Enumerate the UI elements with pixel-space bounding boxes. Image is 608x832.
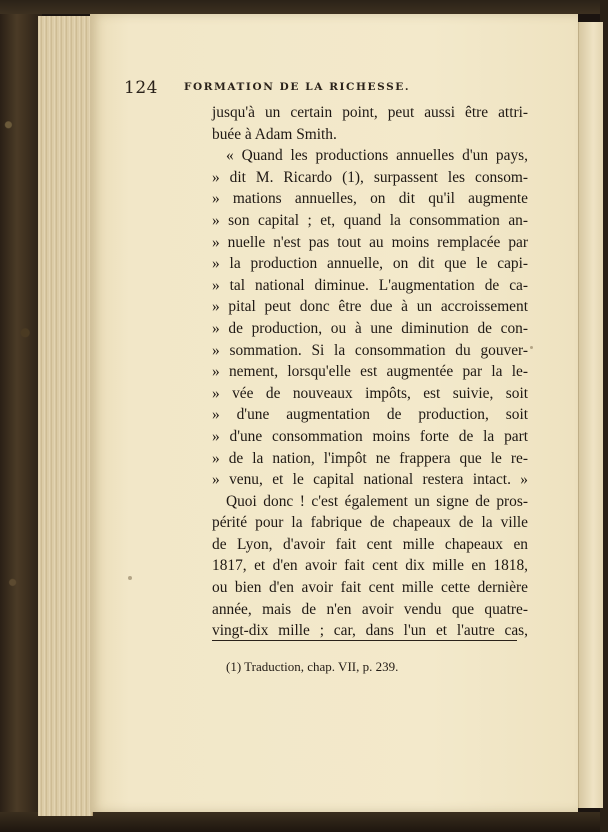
text-line: ou bien d'en avoir fait cent mille cette dernière [212, 579, 528, 597]
text-line: » vée de nouveaux impôts, est suivie, soit [212, 384, 528, 402]
text-line: » nuelle n'est pas tout au moins remplacée par [212, 233, 528, 251]
text-line: » sommation. Si la consommation du gouver- [212, 341, 528, 359]
paper-spot [530, 346, 533, 349]
text-line: » dit M. Ricardo (1), surpassent les consom- [212, 168, 528, 186]
facing-page-edge [578, 22, 603, 808]
text-line: périté pour la fabrique de chapeaux de la ville [212, 514, 528, 532]
page-stack-edges [38, 16, 93, 816]
text-line: » d'une consommation moins forte de la part [212, 427, 528, 445]
text-line: buée à Adam Smith. [212, 125, 337, 143]
footnote: (1) Traduction, chap. VII, p. 239. [226, 659, 399, 674]
text-line: vingt-dix mille ; car, dans l'un et l'autre cas, [212, 622, 528, 640]
text-line: » mations annuelles, on dit qu'il augmente [212, 190, 528, 208]
text-line: année, mais de n'en avoir vendu que quatre- [212, 600, 528, 618]
text-line: » son capital ; et, quand la consommation an- [212, 211, 528, 229]
text-line: » pital peut donc être due à un accroissement [212, 298, 528, 316]
text-line: » tal national diminue. L'augmentation de ca- [212, 276, 528, 294]
text-line: » d'une augmentation de production, soit [212, 406, 528, 424]
page-number: 124 [124, 78, 158, 98]
running-head [124, 78, 524, 100]
book-cover-left [0, 0, 42, 832]
text-line: jusqu'à un certain point, peut aussi être attri- [212, 104, 528, 121]
text-line: » de production, ou à une diminution de con- [212, 319, 528, 337]
text-line: de Lyon, d'avoir fait cent mille chapeaux en [212, 535, 528, 553]
book-cover-top [0, 0, 608, 14]
text-line: « Quand les productions annuelles d'un pays, [226, 147, 528, 165]
body-text [212, 102, 528, 642]
text-line: » nement, lorsqu'elle est augmentée par la le- [212, 363, 528, 381]
running-title: FORMATION DE LA RICHESSE. [184, 81, 411, 93]
text-line: 1817, et d'en avoir fait cent dix mille en 1818, [212, 557, 528, 575]
paper-spot [128, 576, 132, 580]
text-line: Quoi donc ! c'est également un signe de pros- [226, 492, 528, 510]
text-line: » de la nation, l'impôt ne frappera que le re- [212, 449, 528, 467]
text-line: » la production annuelle, on dit que le capi- [212, 255, 528, 273]
text-line: » venu, et le capital national restera intact. » [212, 471, 528, 489]
footnote-rule [212, 640, 517, 641]
